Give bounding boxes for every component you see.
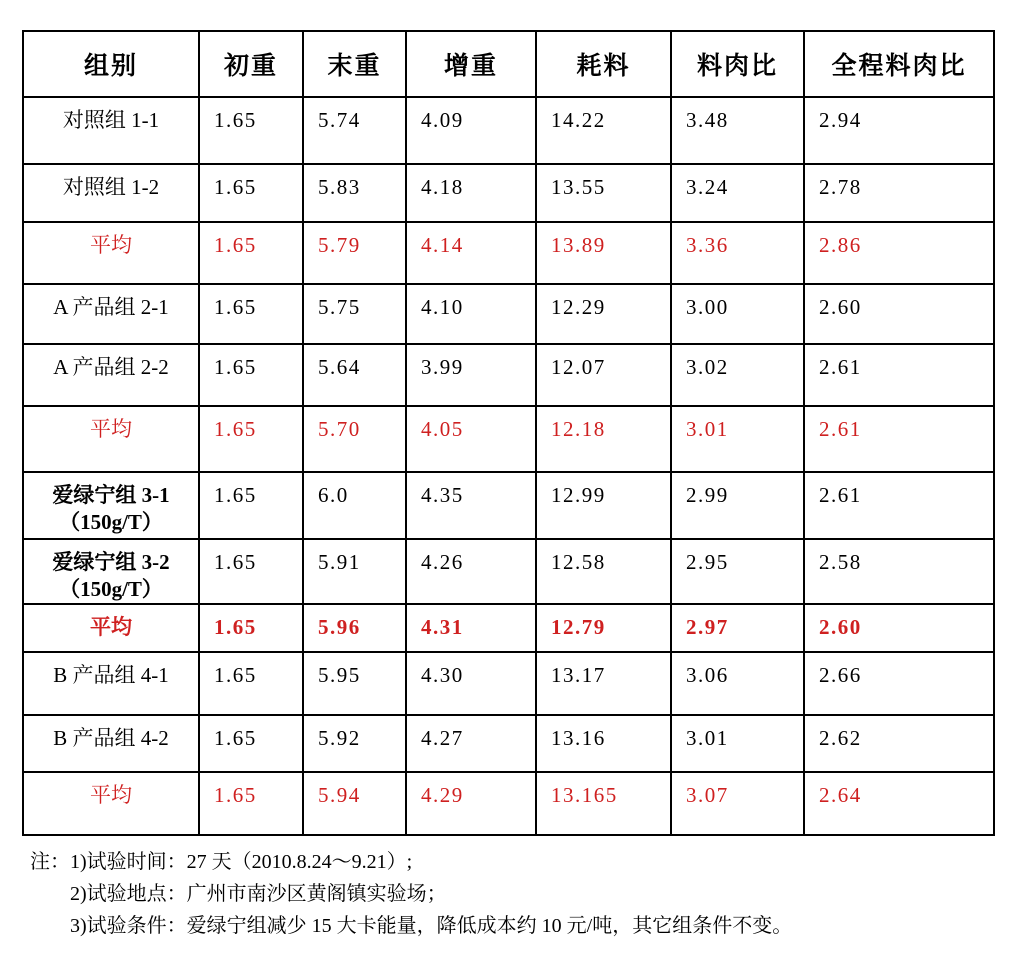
value-cell: 2.61 [804,344,994,406]
value-cell: 1.65 [199,406,303,472]
value-cell: 2.60 [804,284,994,344]
value-cell: 4.26 [406,539,536,604]
value-cell: 5.70 [303,406,406,472]
value-cell: 5.94 [303,772,406,835]
value-cell: 12.99 [536,472,671,539]
group-cell [23,97,199,164]
value-cell: 5.79 [303,222,406,284]
group-cell [23,406,199,472]
value-cell: 2.62 [804,715,994,772]
value-cell: 3.07 [671,772,804,835]
value-cell: 14.22 [536,97,671,164]
col-header-overall-feed-ratio: 全程料肉比 [804,31,994,97]
group-label: 平均 [90,783,132,807]
value-cell: 3.02 [671,344,804,406]
notes-section [30,846,1017,942]
value-cell: 3.01 [671,715,804,772]
table-row [23,539,994,604]
value-cell: 1.65 [199,284,303,344]
value-cell: 13.16 [536,715,671,772]
value-cell: 2.99 [671,472,804,539]
value-cell: 5.91 [303,539,406,604]
table-row [23,772,994,835]
col-header-group: 组别 [23,31,199,97]
group-label: 平均 [90,417,132,441]
col-header-feed-ratio: 料肉比 [671,31,804,97]
table-row [23,406,994,472]
group-cell [23,472,199,539]
col-header-feed-consumed: 耗料 [536,31,671,97]
value-cell: 2.64 [804,772,994,835]
value-cell: 3.48 [671,97,804,164]
group-label: 爱绿宁组 3-1 [52,483,170,507]
value-cell: 1.65 [199,472,303,539]
value-cell: 2.94 [804,97,994,164]
value-cell: 1.65 [199,164,303,222]
value-cell: 12.18 [536,406,671,472]
value-cell: 1.65 [199,97,303,164]
note-item-1: 1)试验时间：27 天（2010.8.24～9.21）; [70,851,413,873]
group-label: A 产品组 2-2 [53,355,169,379]
value-cell: 3.01 [671,406,804,472]
group-cell [23,772,199,835]
value-cell: 3.99 [406,344,536,406]
col-header-initial-weight: 初重 [199,31,303,97]
table-row [23,222,994,284]
group-cell [23,222,199,284]
value-cell: 12.29 [536,284,671,344]
group-cell [23,604,199,652]
value-cell: 1.65 [199,539,303,604]
group-label: B 产品组 4-1 [53,663,169,687]
note-line-1 [30,846,1017,878]
value-cell: 12.07 [536,344,671,406]
value-cell: 12.58 [536,539,671,604]
value-cell: 5.64 [303,344,406,406]
group-cell [23,164,199,222]
group-cell [23,539,199,604]
table-row [23,604,994,652]
value-cell: 3.06 [671,652,804,715]
value-cell: 5.83 [303,164,406,222]
group-cell [23,652,199,715]
group-label: 爱绿宁组 3-2 [52,550,170,574]
table-row [23,97,994,164]
value-cell: 12.79 [536,604,671,652]
value-cell: 3.36 [671,222,804,284]
value-cell: 1.65 [199,604,303,652]
group-label: A 产品组 2-1 [53,295,169,319]
value-cell: 4.09 [406,97,536,164]
note-line-2 [30,878,1017,910]
table-row [23,715,994,772]
notes-label: 注： [30,851,70,873]
value-cell: 5.95 [303,652,406,715]
value-cell: 5.92 [303,715,406,772]
value-cell: 2.97 [671,604,804,652]
note-item-2: 2)试验地点：广州市南沙区黄阁镇实验场； [70,883,447,905]
value-cell: 1.65 [199,652,303,715]
value-cell: 13.89 [536,222,671,284]
value-cell: 5.96 [303,604,406,652]
trial-results-table [22,30,995,836]
group-cell [23,344,199,406]
value-cell: 1.65 [199,772,303,835]
value-cell: 5.75 [303,284,406,344]
value-cell: 6.0 [303,472,406,539]
group-label: B 产品组 4-2 [53,726,169,750]
value-cell: 4.31 [406,604,536,652]
value-cell: 2.61 [804,406,994,472]
value-cell: 4.35 [406,472,536,539]
value-cell: 4.05 [406,406,536,472]
value-cell: 4.10 [406,284,536,344]
value-cell: 4.14 [406,222,536,284]
group-label: 平均 [90,233,132,257]
value-cell: 4.30 [406,652,536,715]
value-cell: 2.66 [804,652,994,715]
value-cell: 3.00 [671,284,804,344]
value-cell: 4.18 [406,164,536,222]
value-cell: 3.24 [671,164,804,222]
value-cell: 5.74 [303,97,406,164]
value-cell: 2.86 [804,222,994,284]
table-row [23,652,994,715]
col-header-weight-gain: 增重 [406,31,536,97]
table-row [23,344,994,406]
value-cell: 2.95 [671,539,804,604]
value-cell: 1.65 [199,222,303,284]
table-row [23,472,994,539]
value-cell: 4.27 [406,715,536,772]
value-cell: 13.17 [536,652,671,715]
group-label: 对照组 1-1 [62,108,160,132]
value-cell: 2.78 [804,164,994,222]
group-label: 对照组 1-2 [62,175,160,199]
note-line-3 [30,910,1017,942]
value-cell: 13.165 [536,772,671,835]
group-cell [23,284,199,344]
table-row [23,164,994,222]
value-cell: 2.58 [804,539,994,604]
col-header-final-weight: 末重 [303,31,406,97]
value-cell: 2.61 [804,472,994,539]
value-cell: 1.65 [199,344,303,406]
group-cell [23,715,199,772]
value-cell: 1.65 [199,715,303,772]
group-label-line2: （150g/T） [59,577,163,601]
group-label: 平均 [90,615,132,639]
value-cell: 2.60 [804,604,994,652]
header-row [23,31,994,97]
value-cell: 4.29 [406,772,536,835]
table-row [23,284,994,344]
note-item-3: 3)试验条件：爱绿宁组减少 15 大卡能量，降低成本约 10 元/吨，其它组条件不变。 [70,915,793,937]
value-cell: 13.55 [536,164,671,222]
group-label-line2: （150g/T） [59,510,163,534]
